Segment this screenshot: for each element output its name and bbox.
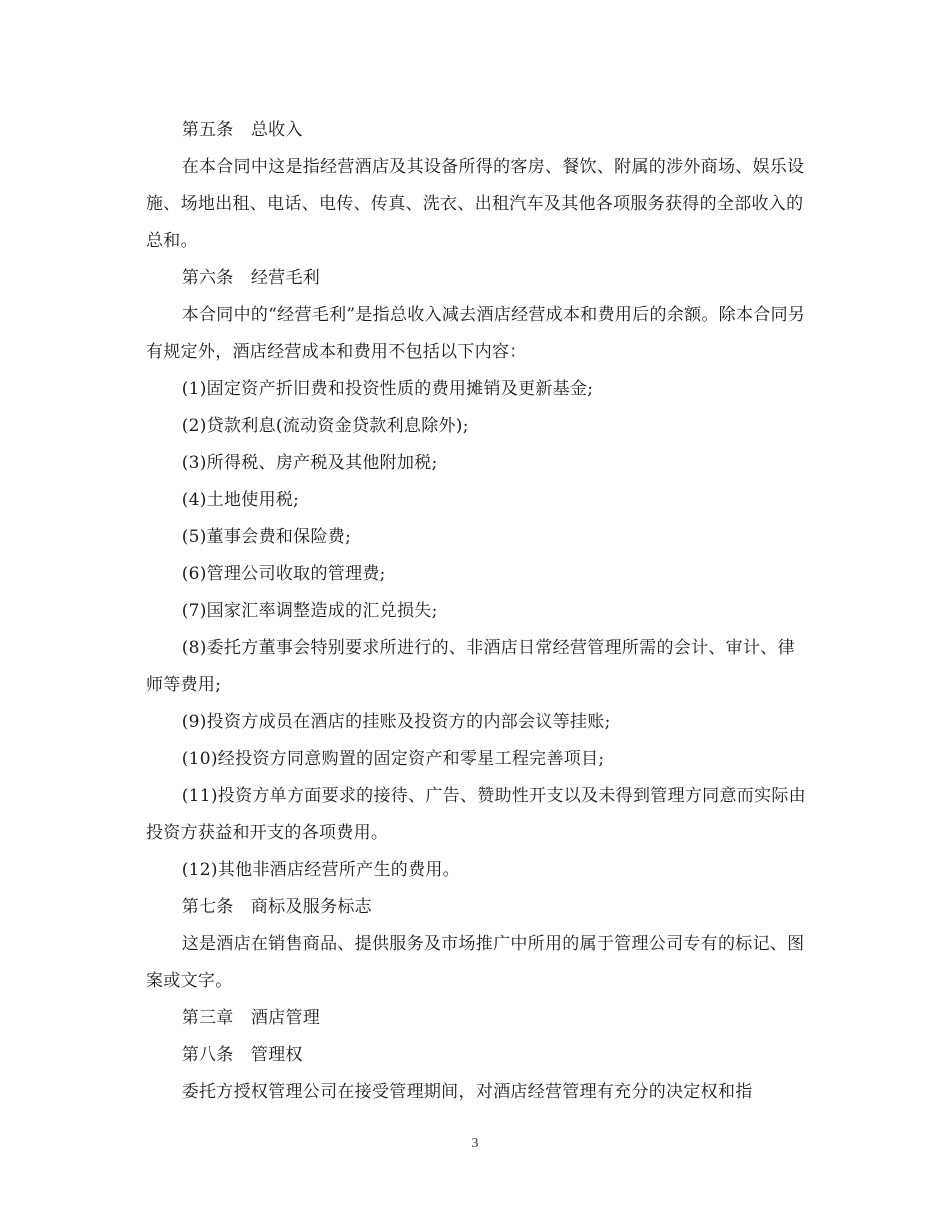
list-item: (4)土地使用税; xyxy=(181,490,300,510)
article-6-body: 本合同中的“经营毛利”是指总收入减去酒店经营成本和费用后的余额。除本合同另有规定外，酒店经营成本和费用不包括以下内容： xyxy=(146,305,806,362)
list-item: (7)国家汇率调整造成的汇兑损失; xyxy=(181,601,438,621)
chapter-3-heading: 第三章 酒店管理 xyxy=(181,1008,321,1028)
article-7-heading: 第七条 商标及服务标志 xyxy=(181,897,372,917)
list-item: (10)经投资方同意购置的固定资产和零星工程完善项目; xyxy=(181,749,605,769)
list-item: (11)投资方单方面要求的接待、广告、赞助性开支以及未得到管理方同意而实际由投资方获益和开支的各项费用。 xyxy=(146,786,806,843)
list-item: (8)委托方董事会特别要求所进行的、非酒店日常经营管理所需的会计、审计、律师等费用; xyxy=(146,638,795,695)
article-7-body: 这是酒店在销售商品、提供服务及市场推广中所用的属于管理公司专有的标记、图案或文字。 xyxy=(146,934,805,991)
article-8-body: 委托方授权管理公司在接受管理期间，对酒店经营管理有充分的决定权和指 xyxy=(181,1082,753,1102)
list-item: (5)董事会费和保险费; xyxy=(181,527,352,547)
list-item: (6)管理公司收取的管理费; xyxy=(181,564,386,584)
list-item: (2)贷款利息(流动资金贷款利息除外); xyxy=(181,416,469,436)
page-number: 3 xyxy=(471,1136,479,1151)
list-item: (3)所得税、房产税及其他附加税; xyxy=(181,453,438,473)
article-5-heading: 第五条 总收入 xyxy=(181,120,303,140)
list-item: (12)其他非酒店经营所产生的费用。 xyxy=(181,860,460,880)
article-6-heading: 第六条 经营毛利 xyxy=(181,268,321,288)
list-item: (9)投资方成员在酒店的挂账及投资方的内部会议等挂账; xyxy=(181,712,611,732)
article-5-body: 在本合同中这是指经营酒店及其设备所得的客房、餐饮、附属的涉外商场、娱乐设施、场地出租、电话、电传、传真、洗衣、出租汽车及其他各项服务获得的全部收入的总和。 xyxy=(146,157,805,251)
document-body xyxy=(146,112,806,1111)
article-8-heading: 第八条 管理权 xyxy=(181,1045,303,1065)
list-item: (1)固定资产折旧费和投资性质的费用摊销及更新基金; xyxy=(181,379,594,399)
